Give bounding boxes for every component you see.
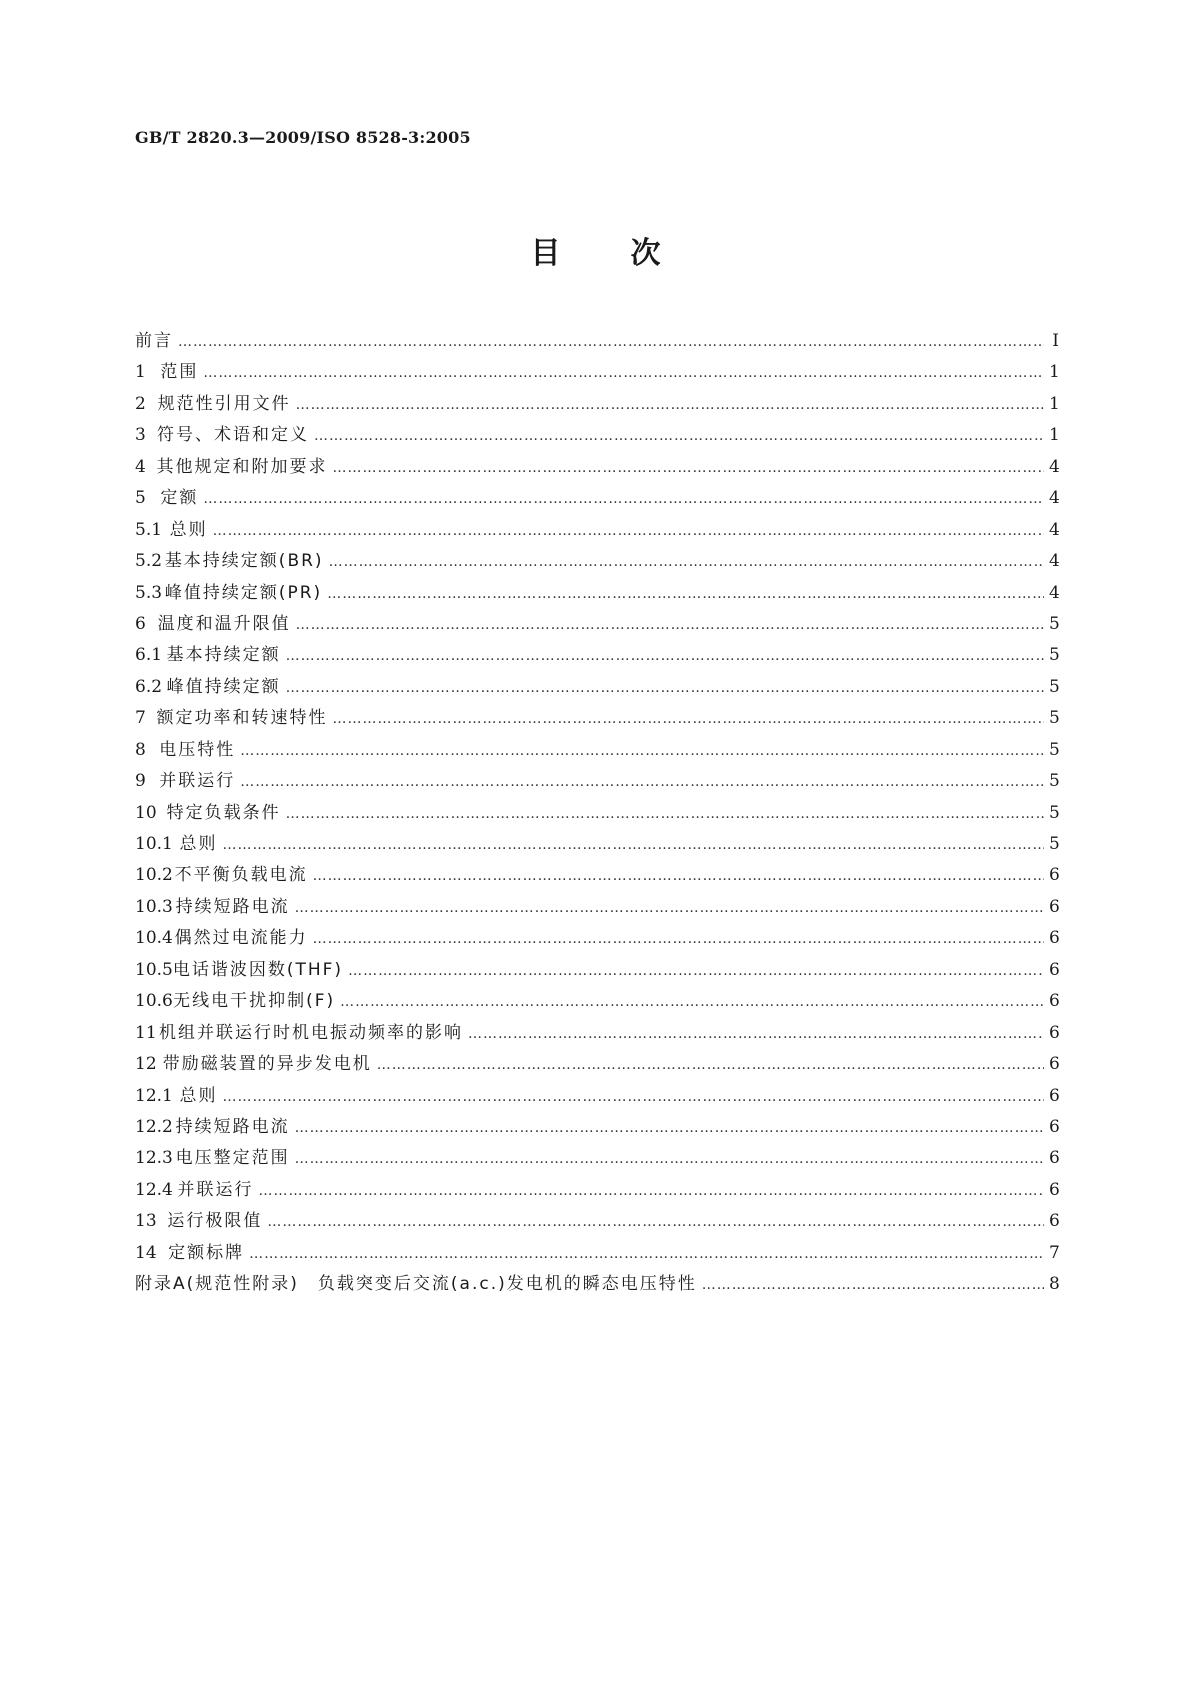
dot-leader [313, 861, 1044, 892]
toc-entry-number: 5 [135, 488, 146, 509]
toc-entry-label: 持续短路电流 [175, 1116, 290, 1137]
toc-entry-10-2[interactable] [135, 860, 1059, 891]
standard-code-header: GB/T 2820.3—2009/ISO 8528-3:2005 [135, 128, 471, 147]
toc-entry-page: 4 [1049, 488, 1060, 509]
toc-entry-page: 6 [1049, 1148, 1060, 1169]
toc-entry-number: 6.1 [135, 645, 163, 666]
toc-entry-page: 6 [1049, 1022, 1060, 1043]
dot-leader [203, 484, 1044, 515]
toc-entry-5-2[interactable] [135, 546, 1059, 577]
toc-entry-label: 峰值持续定额(PR) [164, 582, 323, 603]
toc-entry-12-3[interactable] [135, 1143, 1059, 1174]
dot-leader [314, 421, 1044, 452]
toc-entry-page: 5 [1049, 802, 1060, 823]
toc-entry-page: 6 [1049, 991, 1060, 1012]
toc-entry-number: 12.4 [135, 1179, 173, 1200]
toc-entry-9[interactable] [135, 766, 1059, 797]
toc-entry-label: 范围 [160, 362, 199, 383]
toc-entry-label: 定额标牌 [168, 1242, 245, 1263]
toc-entry-page: 8 [1049, 1274, 1060, 1295]
toc-entry-7[interactable] [135, 703, 1059, 734]
dot-leader [259, 1176, 1044, 1207]
toc-entry-page: 6 [1049, 1179, 1060, 1200]
toc-entry-number: 4 [135, 456, 146, 477]
toc-entry-number: 10.3 [135, 896, 173, 917]
toc-entry-13[interactable] [135, 1206, 1059, 1237]
toc-entry-1[interactable] [135, 357, 1059, 388]
toc-entry-label: 电压特性 [159, 739, 236, 760]
toc-entry-label: 总则 [179, 1085, 218, 1106]
toc-entry-page: 6 [1049, 1054, 1060, 1075]
toc-title [0, 228, 1191, 272]
toc-entry-page: 4 [1049, 582, 1060, 603]
toc-entry-10-3[interactable] [135, 892, 1059, 923]
toc-entry-14[interactable] [135, 1238, 1059, 1269]
toc-entry-label: 并联运行 [177, 1179, 254, 1200]
toc-entry-10-6[interactable] [135, 986, 1059, 1017]
dot-leader [327, 579, 1044, 610]
toc-entry-3[interactable] [135, 420, 1059, 451]
toc-entry-label: 运行极限值 [167, 1211, 263, 1232]
toc-entry-page: 6 [1049, 1085, 1060, 1106]
toc-entry-8[interactable] [135, 735, 1059, 766]
toc-entry-label: 机组并联运行时机电振动频率的影响 [159, 1022, 463, 1043]
toc-entry-page: 5 [1049, 613, 1060, 634]
toc-entry-label: 偶然过电流能力 [174, 928, 308, 949]
toc-entry-page: 1 [1049, 425, 1060, 446]
toc-entry-number: 14 [135, 1242, 157, 1263]
toc-title-char-2: 次 [630, 236, 661, 271]
toc-entry-page: 4 [1049, 456, 1060, 477]
toc-entry-foreword[interactable] [135, 326, 1059, 357]
dot-leader [295, 1144, 1044, 1175]
toc-entry-page: 6 [1049, 959, 1060, 980]
dot-leader [348, 956, 1044, 987]
dot-leader [249, 1239, 1044, 1270]
toc-entry-label: 无线电干扰抑制(F) [173, 991, 336, 1012]
toc-entry-label: 并联运行 [159, 771, 236, 792]
toc-entry-number: 6 [135, 613, 146, 634]
toc-entry-10-4[interactable] [135, 923, 1059, 954]
toc-entry-number: 12.3 [135, 1148, 173, 1169]
toc-entry-5[interactable] [135, 483, 1059, 514]
dot-leader [223, 830, 1045, 861]
table-of-contents [135, 326, 1059, 1301]
toc-entry-number: 9 [135, 771, 146, 792]
toc-entry-page: 7 [1049, 1242, 1060, 1263]
toc-entry-12-1[interactable] [135, 1081, 1059, 1112]
toc-entry-10-1[interactable] [135, 829, 1059, 860]
toc-entry-5-3[interactable] [135, 578, 1059, 609]
toc-entry-page: 1 [1049, 393, 1060, 414]
toc-entry-number: 13 [135, 1211, 157, 1232]
dot-leader [240, 767, 1044, 798]
toc-entry-annex-a[interactable] [135, 1269, 1059, 1300]
dot-leader [329, 547, 1044, 578]
toc-entry-label: 特定负载条件 [166, 802, 281, 823]
toc-entry-page: 6 [1049, 1116, 1060, 1137]
dot-leader [313, 924, 1044, 955]
toc-entry-label: 电话谐波因数(THF) [172, 959, 344, 980]
toc-entry-page: 4 [1049, 551, 1060, 572]
dot-leader [203, 358, 1044, 389]
toc-entry-number: 12 [135, 1054, 157, 1075]
toc-entry-12-2[interactable] [135, 1112, 1059, 1143]
dot-leader [296, 610, 1044, 641]
dot-leader [178, 327, 1044, 358]
toc-entry-page: I [1052, 331, 1059, 351]
toc-entry-label: 基本持续定额 [166, 645, 281, 666]
dot-leader [223, 1082, 1045, 1113]
toc-entry-number: 8 [135, 739, 146, 760]
toc-entry-label: 基本持续定额(BR) [164, 551, 324, 572]
toc-entry-2[interactable] [135, 389, 1059, 420]
toc-entry-10-5[interactable] [135, 955, 1059, 986]
toc-entry-number: 7 [135, 708, 146, 729]
toc-title-char-1: 目 [530, 236, 561, 271]
toc-entry-number: 12.1 [135, 1085, 173, 1106]
toc-entry-label: 额定功率和转速特性 [156, 708, 328, 729]
toc-entry-number: 10.6 [135, 991, 173, 1012]
toc-entry-page: 4 [1049, 519, 1060, 540]
dot-leader [213, 516, 1044, 547]
toc-entry-number: 5.2 [135, 551, 163, 572]
dot-leader [340, 987, 1044, 1018]
toc-entry-label: 前言 [135, 331, 173, 351]
toc-entry-4[interactable] [135, 452, 1059, 483]
dot-leader [240, 736, 1044, 767]
toc-entry-page: 5 [1049, 771, 1060, 792]
dot-leader [286, 799, 1044, 830]
toc-entry-number: 3 [135, 425, 146, 446]
toc-entry-number: 10 [135, 802, 157, 823]
dot-leader [286, 673, 1044, 704]
toc-entry-number: 2 [135, 393, 146, 414]
dot-leader [296, 390, 1044, 421]
toc-entry-label: 峰值持续定额 [166, 676, 281, 697]
dot-leader [702, 1270, 1044, 1301]
toc-entry-label: 带励磁装置的异步发电机 [162, 1054, 372, 1075]
toc-entry-label: 不平衡负载电流 [174, 865, 308, 886]
dot-leader [468, 1019, 1044, 1050]
toc-entry-number: 11 [135, 1022, 157, 1043]
toc-entry-label: 总则 [169, 519, 208, 540]
dot-leader [295, 893, 1044, 924]
toc-entry-number: 10.1 [135, 834, 173, 854]
toc-entry-number: 10.2 [135, 865, 173, 886]
toc-entry-page: 5 [1049, 645, 1060, 666]
toc-entry-label: 规范性引用文件 [157, 393, 291, 414]
dot-leader [267, 1207, 1044, 1238]
toc-entry-11[interactable] [135, 1018, 1059, 1049]
toc-entry-page: 6 [1049, 928, 1060, 949]
dot-leader [295, 1113, 1044, 1144]
toc-entry-label: 其他规定和附加要求 [156, 456, 328, 477]
toc-entry-5-1[interactable] [135, 515, 1059, 546]
dot-leader [286, 641, 1044, 672]
toc-entry-label: 附录A(规范性附录) 负载突变后交流(a.c.)发电机的瞬态电压特性 [135, 1274, 697, 1295]
dot-leader [333, 704, 1045, 735]
toc-entry-page: 6 [1049, 865, 1060, 886]
toc-entry-label: 电压整定范围 [175, 1148, 290, 1169]
toc-entry-number: 6.2 [135, 676, 163, 697]
toc-entry-label: 符号、术语和定义 [157, 425, 310, 446]
toc-entry-6[interactable] [135, 609, 1059, 640]
toc-entry-page: 5 [1049, 834, 1060, 854]
toc-entry-label: 总则 [179, 834, 218, 854]
dot-leader [377, 1050, 1044, 1081]
toc-entry-number: 12.2 [135, 1116, 173, 1137]
toc-entry-page: 1 [1049, 362, 1060, 383]
toc-entry-page: 5 [1049, 739, 1060, 760]
toc-entry-number: 1 [135, 362, 146, 383]
toc-entry-10[interactable] [135, 798, 1059, 829]
toc-entry-page: 6 [1049, 1211, 1060, 1232]
dot-leader [333, 453, 1045, 484]
toc-entry-page: 6 [1049, 896, 1060, 917]
toc-entry-12-4[interactable] [135, 1175, 1059, 1206]
toc-entry-page: 5 [1049, 676, 1060, 697]
toc-entry-label: 持续短路电流 [175, 896, 290, 917]
toc-entry-6-1[interactable] [135, 640, 1059, 671]
toc-entry-page: 5 [1049, 708, 1060, 729]
toc-entry-label: 定额 [160, 488, 199, 509]
toc-entry-12[interactable] [135, 1049, 1059, 1080]
toc-entry-number: 5.3 [135, 582, 163, 603]
toc-entry-number: 5.1 [135, 519, 163, 540]
toc-entry-6-2[interactable] [135, 672, 1059, 703]
toc-entry-number: 10.5 [135, 959, 173, 980]
toc-entry-number: 10.4 [135, 928, 173, 949]
toc-entry-label: 温度和温升限值 [157, 613, 291, 634]
